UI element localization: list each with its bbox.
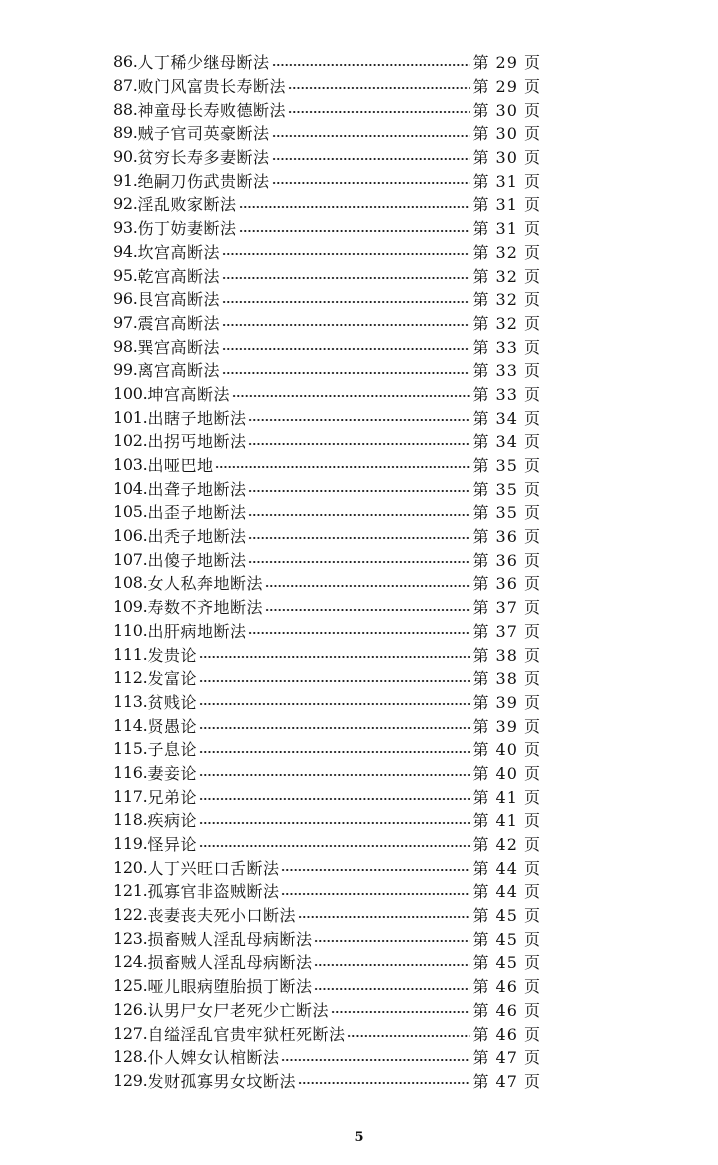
toc-entry-page: 第 38 页: [472, 645, 541, 665]
toc-entry-title: 自缢淫乱官贵牢狱枉死断法: [147, 1024, 346, 1044]
toc-entry-page: 第 34 页: [472, 432, 541, 452]
toc-entry-title: 发富论: [147, 669, 197, 689]
dot-leader: [265, 584, 471, 588]
toc-entry-number: 105.: [113, 502, 148, 522]
dot-leader: [222, 300, 470, 304]
toc-entry-number: 97.: [113, 312, 138, 332]
toc-entry-number: 119.: [113, 834, 148, 854]
toc-entry-title: 子息论: [147, 740, 197, 760]
toc-entry-title: 出聋子地断法: [147, 479, 247, 499]
toc-entry-number: 95.: [113, 265, 138, 285]
toc-entry-title: 怪异论: [147, 835, 197, 855]
toc-entry-number: 92.: [113, 194, 138, 214]
toc-entry: [113, 784, 541, 808]
toc-entry-title: 神童母长寿败德断法: [137, 100, 287, 120]
dot-leader: [232, 394, 471, 398]
toc-entry-number: 101.: [113, 407, 148, 427]
toc-entry-title: 震宫高断法: [137, 313, 221, 333]
toc-entry-page: 第 41 页: [472, 811, 541, 831]
dot-leader: [288, 110, 470, 114]
toc-entry-title: 淫乱败家断法: [137, 195, 237, 215]
toc-entry-number: 100.: [113, 383, 148, 403]
dot-leader: [239, 229, 471, 233]
toc-entry-title: 贫贱论: [147, 692, 197, 712]
toc-entry-number: 122.: [113, 905, 148, 925]
toc-entry-number: 90.: [113, 147, 138, 167]
dot-leader: [248, 536, 470, 540]
toc-entry-page: 第 41 页: [472, 787, 541, 807]
toc-entry-page: 第 36 页: [472, 574, 541, 594]
toc-entry-number: 115.: [113, 739, 148, 759]
dot-leader: [314, 987, 470, 991]
toc-entry-page: 第 40 页: [472, 763, 541, 783]
dot-leader: [199, 726, 471, 730]
toc-entry: [113, 761, 541, 785]
toc-entry-page: 第 34 页: [472, 408, 541, 428]
dot-leader: [199, 679, 471, 683]
toc-entry-title: 离宫高断法: [137, 361, 221, 381]
toc-entry-title: 妻妾论: [147, 763, 197, 783]
toc-entry-number: 103.: [113, 455, 148, 475]
toc-entry-page: 第 45 页: [472, 906, 541, 926]
toc-entry-page: 第 30 页: [472, 148, 541, 168]
toc-entry-number: 94.: [113, 241, 138, 261]
toc-entry-title: 哑儿眼病堕胎损丁断法: [147, 977, 313, 997]
toc-entry-title: 出哑巴地: [147, 456, 214, 476]
toc-entry: [113, 405, 541, 429]
dot-leader: [272, 134, 471, 138]
toc-entry-page: 第 39 页: [472, 692, 541, 712]
toc-entry-page: 第 31 页: [472, 195, 541, 215]
toc-entry-number: 104.: [113, 478, 148, 498]
toc-entry-title: 出歪子地断法: [147, 503, 247, 523]
toc-entry: [113, 950, 541, 974]
dot-leader: [272, 181, 471, 185]
toc-entry-number: 117.: [113, 786, 148, 806]
toc-entry-title: 疾病论: [147, 811, 197, 831]
dot-leader: [281, 868, 470, 872]
toc-entry: [113, 97, 541, 121]
toc-entry-number: 128.: [113, 1047, 148, 1067]
toc-entry: [113, 879, 541, 903]
toc-entry: [113, 808, 541, 832]
toc-entry-page: 第 32 页: [472, 266, 541, 286]
page-number: 5: [354, 1130, 364, 1145]
toc-entry-title: 发财孤寡男女坟断法: [147, 1071, 296, 1091]
toc-entry-title: 发贵论: [147, 645, 197, 665]
dot-leader: [222, 371, 470, 375]
table-of-contents: [113, 50, 541, 1092]
dot-leader: [199, 844, 471, 848]
toc-entry-title: 损畜贼人淫乱母病断法: [147, 929, 313, 949]
dot-leader: [199, 655, 471, 659]
dot-leader: [248, 631, 470, 635]
toc-entry-page: 第 46 页: [472, 1024, 541, 1044]
toc-entry-number: 111.: [113, 644, 148, 664]
toc-entry-number: 125.: [113, 976, 148, 996]
toc-entry-title: 女人私奔地断法: [147, 574, 263, 594]
toc-entry-title: 人丁稀少继母断法: [137, 53, 270, 73]
toc-entry: [113, 903, 541, 927]
dot-leader: [222, 252, 470, 256]
toc-entry-number: 129.: [113, 1070, 148, 1090]
toc-entry: [113, 1069, 541, 1093]
dot-leader: [248, 489, 470, 493]
toc-entry-page: 第 35 页: [472, 479, 541, 499]
dot-leader: [248, 560, 470, 564]
dot-leader: [272, 157, 471, 161]
dot-leader: [222, 276, 470, 280]
toc-entry-page: 第 30 页: [472, 124, 541, 144]
toc-entry-page: 第 46 页: [472, 977, 541, 997]
toc-entry-page: 第 46 页: [472, 1000, 541, 1020]
toc-entry-page: 第 31 页: [472, 219, 541, 239]
toc-entry-page: 第 29 页: [472, 77, 541, 97]
toc-entry-number: 107.: [113, 549, 148, 569]
toc-entry: [113, 311, 541, 335]
toc-entry-page: 第 38 页: [472, 669, 541, 689]
toc-entry-title: 伤丁妨妻断法: [137, 219, 237, 239]
toc-entry-title: 孤寡官非盗贼断法: [147, 882, 280, 902]
toc-entry-page: 第 37 页: [472, 621, 541, 641]
toc-entry-number: 124.: [113, 952, 148, 972]
toc-entry: [113, 855, 541, 879]
toc-entry-page: 第 39 页: [472, 716, 541, 736]
toc-entry: [113, 500, 541, 524]
toc-entry-page: 第 32 页: [472, 242, 541, 262]
dot-leader: [314, 963, 470, 967]
toc-entry: [113, 926, 541, 950]
toc-entry-number: 120.: [113, 857, 148, 877]
toc-entry-page: 第 44 页: [472, 882, 541, 902]
toc-entry-title: 寿数不齐地断法: [147, 598, 263, 618]
toc-entry: [113, 619, 541, 643]
dot-leader: [222, 323, 470, 327]
toc-entry-page: 第 35 页: [472, 503, 541, 523]
toc-entry-number: 112.: [113, 668, 148, 688]
toc-entry-title: 人丁兴旺口舌断法: [147, 858, 280, 878]
toc-entry-page: 第 30 页: [472, 100, 541, 120]
toc-entry-page: 第 47 页: [472, 1048, 541, 1068]
dot-leader: [272, 63, 471, 67]
toc-entry-title: 坎宫高断法: [137, 242, 221, 262]
toc-entry-number: 114.: [113, 715, 148, 735]
toc-entry-number: 99.: [113, 360, 138, 380]
toc-entry: [113, 263, 541, 287]
dot-leader: [248, 418, 470, 422]
toc-entry-number: 91.: [113, 170, 138, 190]
toc-entry: [113, 524, 541, 548]
toc-entry-title: 乾宫高断法: [137, 266, 221, 286]
toc-entry: [113, 429, 541, 453]
dot-leader: [248, 442, 470, 446]
toc-entry-title: 出傻子地断法: [147, 550, 247, 570]
toc-entry-page: 第 32 页: [472, 313, 541, 333]
toc-entry: [113, 832, 541, 856]
toc-entry-page: 第 29 页: [472, 53, 541, 73]
toc-entry-number: 110.: [113, 620, 148, 640]
toc-entry-number: 106.: [113, 526, 148, 546]
toc-entry-title: 巽宫高断法: [137, 337, 221, 357]
toc-entry-number: 93.: [113, 218, 138, 238]
toc-entry: [113, 145, 541, 169]
toc-entry: [113, 287, 541, 311]
toc-entry: [113, 192, 541, 216]
toc-entry: [113, 595, 541, 619]
toc-entry-number: 123.: [113, 928, 148, 948]
toc-entry-number: 108.: [113, 573, 148, 593]
toc-entry-title: 贫穷长寿多妻断法: [137, 148, 270, 168]
toc-entry-number: 118.: [113, 810, 148, 830]
dot-leader: [347, 1034, 470, 1038]
toc-entry-title: 贼子官司英豪断法: [137, 124, 270, 144]
toc-entry-title: 认男尸女尸老死少亡断法: [147, 1000, 329, 1020]
toc-entry: [113, 690, 541, 714]
toc-entry-title: 丧妻丧夫死小口断法: [147, 906, 296, 926]
toc-entry: [113, 547, 541, 571]
toc-entry: [113, 1045, 541, 1069]
dot-leader: [199, 821, 471, 825]
toc-entry-title: 出拐丐地断法: [147, 432, 247, 452]
toc-entry-number: 98.: [113, 336, 138, 356]
toc-entry-page: 第 36 页: [472, 527, 541, 547]
toc-entry: [113, 476, 541, 500]
toc-entry-title: 败门风富贵长寿断法: [137, 77, 287, 97]
toc-entry: [113, 642, 541, 666]
toc-entry-number: 126.: [113, 999, 148, 1019]
toc-entry-number: 113.: [113, 691, 148, 711]
toc-entry-page: 第 40 页: [472, 740, 541, 760]
toc-entry-number: 109.: [113, 597, 148, 617]
toc-entry-number: 88.: [113, 99, 138, 119]
toc-entry: [113, 1021, 541, 1045]
toc-entry-title: 艮宫高断法: [137, 290, 221, 310]
dot-leader: [248, 513, 470, 517]
toc-entry-title: 兄弟论: [147, 787, 197, 807]
toc-entry-page: 第 44 页: [472, 858, 541, 878]
toc-entry: [113, 216, 541, 240]
toc-entry-title: 贤愚论: [147, 716, 197, 736]
toc-entry-number: 116.: [113, 762, 148, 782]
dot-leader: [281, 1058, 470, 1062]
toc-entry: [113, 240, 541, 264]
dot-leader: [215, 465, 470, 469]
toc-entry: [113, 571, 541, 595]
toc-entry: [113, 974, 541, 998]
toc-entry: [113, 737, 541, 761]
toc-entry-number: 89.: [113, 123, 138, 143]
toc-entry-page: 第 33 页: [472, 384, 541, 404]
toc-entry-page: 第 47 页: [472, 1071, 541, 1091]
dot-leader: [199, 702, 471, 706]
toc-entry-title: 出肝病地断法: [147, 621, 247, 641]
toc-entry: [113, 50, 541, 74]
toc-entry-title: 损畜贼人淫乱母病断法: [147, 953, 313, 973]
toc-entry-page: 第 42 页: [472, 835, 541, 855]
dot-leader: [331, 1010, 471, 1014]
dot-leader: [288, 86, 470, 90]
toc-entry: [113, 666, 541, 690]
toc-entry: [113, 358, 541, 382]
toc-entry: [113, 998, 541, 1022]
toc-entry: [113, 382, 541, 406]
toc-entry-title: 出秃子地断法: [147, 527, 247, 547]
toc-entry-number: 121.: [113, 881, 148, 901]
toc-entry-number: 102.: [113, 431, 148, 451]
toc-entry: [113, 713, 541, 737]
toc-entry-title: 绝嗣刀伤武贵断法: [137, 171, 270, 191]
dot-leader: [281, 892, 470, 896]
toc-entry-page: 第 35 页: [472, 456, 541, 476]
toc-entry-number: 96.: [113, 289, 138, 309]
dot-leader: [199, 750, 471, 754]
toc-entry-page: 第 33 页: [472, 337, 541, 357]
toc-entry-page: 第 45 页: [472, 929, 541, 949]
dot-leader: [199, 773, 471, 777]
toc-entry-title: 仆人婢女认棺断法: [147, 1048, 280, 1068]
dot-leader: [298, 1081, 471, 1085]
toc-entry-title: 坤宫高断法: [147, 384, 230, 404]
toc-entry-page: 第 37 页: [472, 598, 541, 618]
dot-leader: [199, 797, 471, 801]
toc-entry-page: 第 31 页: [472, 171, 541, 191]
toc-entry-page: 第 45 页: [472, 953, 541, 973]
toc-entry-page: 第 32 页: [472, 290, 541, 310]
dot-leader: [265, 608, 471, 612]
toc-entry-number: 87.: [113, 76, 138, 96]
dot-leader: [298, 915, 471, 919]
toc-entry: [113, 168, 541, 192]
toc-entry: [113, 121, 541, 145]
toc-entry-number: 127.: [113, 1023, 148, 1043]
toc-entry-page: 第 33 页: [472, 361, 541, 381]
toc-entry-number: 86.: [113, 52, 138, 72]
toc-entry: [113, 74, 541, 98]
toc-entry-page: 第 36 页: [472, 550, 541, 570]
dot-leader: [314, 939, 470, 943]
toc-entry-title: 出瞎子地断法: [147, 408, 247, 428]
toc-entry: [113, 334, 541, 358]
toc-entry: [113, 453, 541, 477]
dot-leader: [239, 205, 471, 209]
dot-leader: [222, 347, 470, 351]
